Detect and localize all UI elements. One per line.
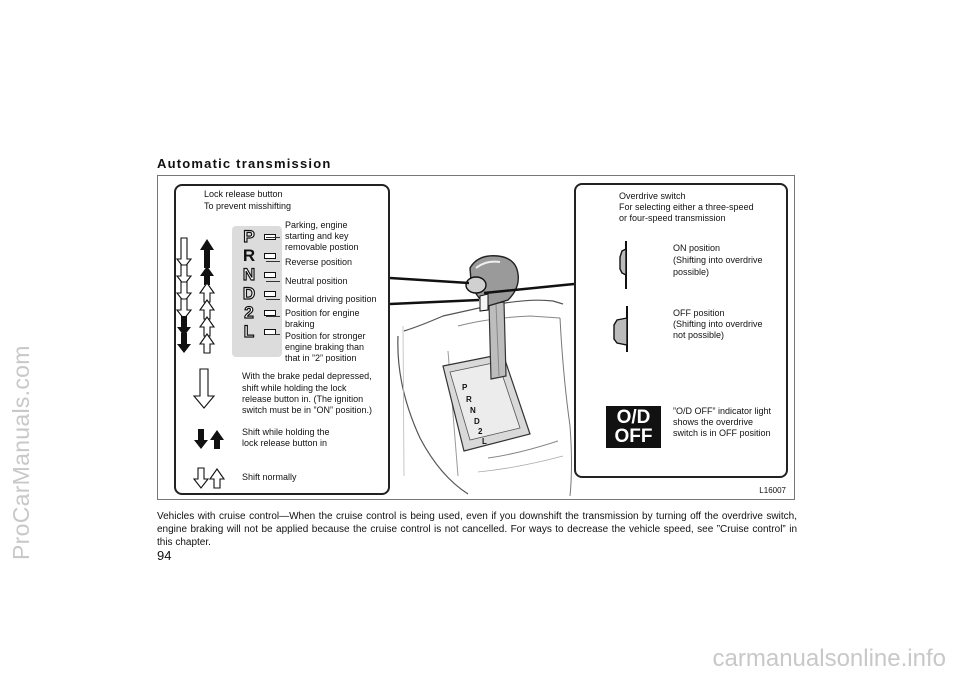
lock-release-label: Lock release button: [204, 189, 283, 199]
watermark-procarmanuals: ProCarManuals.com: [8, 345, 34, 560]
position-2-label-1: Position for engine: [285, 308, 360, 318]
console-letter-l: L: [482, 437, 487, 446]
leader-r: [266, 261, 280, 262]
console-letter-2: 2: [478, 427, 483, 436]
legend-brake-label-1: With the brake pedal depressed,: [242, 371, 372, 381]
gate-letter-r: R: [242, 246, 256, 265]
leader-n: [266, 281, 280, 282]
position-2-label-2: braking: [285, 319, 315, 329]
position-l-label-3: that in ”2” position: [285, 353, 357, 363]
overdrive-panel: [574, 183, 788, 478]
figure-code: L16007: [759, 486, 786, 495]
gate-dash-r: [264, 253, 276, 259]
console-letter-d: D: [474, 417, 480, 426]
gate-indicator: [232, 226, 282, 357]
indicator-label-2: shows the overdrive: [673, 417, 754, 427]
console-letter-r: R: [466, 395, 472, 404]
legend-brake-label-3: release button in. (The ignition: [242, 394, 364, 404]
position-p-label-1: Parking, engine: [285, 220, 348, 230]
od-badge-line-2: OFF: [614, 426, 653, 447]
gate-letter-l: L: [243, 322, 255, 341]
caption-text: Vehicles with cruise control—When the cruise control is being used, even if you downshift the transmission by turning off the overdrive switch, engine braking will not be applied because the cruise control is not cancelled. For ways to decrease the vehicle speed, see ”Cruise control” in this chapter.: [157, 511, 797, 548]
position-r-label: Reverse position: [285, 257, 353, 267]
overdrive-switch-label: Overdrive switch: [619, 191, 686, 201]
position-p-label-3: removable postion: [285, 242, 359, 252]
watermark-carmanualsonline: carmanualsonline.info: [712, 645, 946, 672]
leader-2: [266, 316, 280, 317]
legend-brake-label-2: shift while holding the lock: [242, 383, 347, 393]
on-position-label-3: possible): [673, 267, 710, 277]
shift-positions-panel: [174, 184, 390, 495]
off-position-label-3: not possible): [673, 330, 725, 340]
legend-hold-label-1: Shift while holding the: [242, 427, 330, 437]
overdrive-desc-2: or four-speed transmission: [619, 213, 726, 223]
legend-brake-label-4: switch must be in ”ON” position.): [242, 405, 373, 415]
leader-d: [266, 299, 280, 300]
position-l-label-2: engine braking than: [285, 342, 365, 352]
position-l-label-1: Position for stronger: [285, 331, 366, 341]
legend-hold-label-2: lock release button in: [242, 438, 328, 448]
on-position-label-1: ON position: [673, 243, 721, 253]
prevent-misshifting-label: To prevent misshifting: [204, 201, 292, 211]
position-d-label: Normal driving position: [285, 294, 377, 304]
console-letter-n: N: [470, 406, 476, 415]
od-badge-line-1: O/D: [616, 407, 651, 428]
indicator-label-1: ”O/D OFF” indicator light: [673, 406, 772, 416]
position-p-label-2: starting and key: [285, 231, 349, 241]
leader-p: [266, 237, 280, 238]
gate-letter-p: P: [243, 227, 255, 246]
gate-letter-d: D: [242, 284, 256, 303]
gate-letter-n: N: [242, 265, 256, 284]
transmission-figure: [157, 175, 795, 500]
position-n-label: Neutral position: [285, 276, 348, 286]
off-position-label-1: OFF position: [673, 308, 725, 318]
console-letter-p: P: [462, 383, 468, 392]
gate-dash-d: [264, 291, 276, 297]
on-position-label-2: (Shifting into overdrive: [673, 255, 763, 265]
gate-dash-n: [264, 272, 276, 278]
section-title: Automatic transmission: [157, 156, 332, 171]
indicator-label-3: switch is in OFF position: [673, 428, 771, 438]
legend-normal-label: Shift normally: [242, 472, 297, 482]
page-number: 94: [157, 548, 172, 563]
leader-l: [266, 334, 280, 335]
overdrive-desc-1: For selecting either a three-speed: [619, 202, 754, 212]
gate-letter-2: 2: [244, 303, 254, 322]
od-off-indicator-icon: [606, 406, 661, 448]
off-position-label-2: (Shifting into overdrive: [673, 319, 763, 329]
